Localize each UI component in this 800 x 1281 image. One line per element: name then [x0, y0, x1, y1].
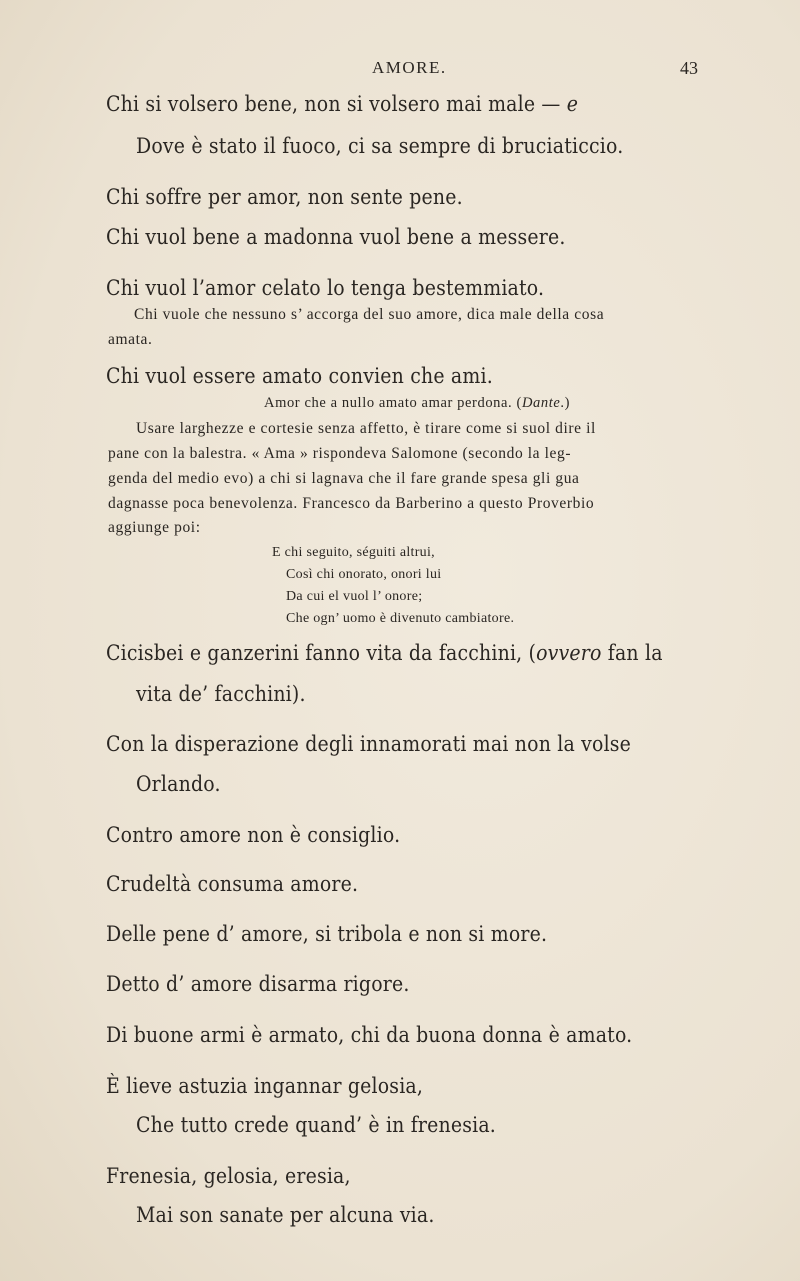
citation-text: .) [560, 395, 571, 411]
proverb-line: Crudeltà consuma amore. [106, 872, 359, 897]
commentary-line: aggiunge poi: [108, 519, 201, 536]
quote-line: Che ogn’ uomo è divenuto cambiatore. [286, 611, 515, 626]
proverb-line: Dove è stato il fuoco, ci sa sempre di bruciaticcio. [136, 134, 624, 159]
citation-line [264, 395, 570, 412]
commentary-line: genda del medio evo) a chi si lagnava che il fare grande spesa gli gua [108, 470, 580, 487]
proverb-line: Detto d’ amore disarma rigore. [106, 972, 410, 997]
commentary-line: Usare larghezze e cortesie senza affetto, è tirare come si suol dire il [136, 420, 596, 437]
citation-author: Dante [521, 395, 561, 411]
proverb-line: Che tutto crede quand’ è in frenesia. [136, 1113, 496, 1138]
page-header [0, 58, 800, 82]
proverb-text: Cicisbei e ganzerini fanno vita da facchini, ( [106, 641, 537, 666]
proverb-italic-text: e [566, 92, 579, 117]
quote-line: E chi seguito, séguiti altrui, [272, 545, 435, 560]
proverb-line: Contro amore non è consiglio. [106, 823, 401, 848]
quote-line: Così chi onorato, onori lui [286, 567, 442, 582]
proverb-line: Chi vuol essere amato convien che ami. [106, 364, 493, 389]
proverb-line: È lieve astuzia ingannar gelosia, [106, 1074, 424, 1099]
proverb-line: Chi vuol bene a madonna vuol bene a messere. [106, 225, 566, 250]
commentary-line: pane con la balestra. « Ama » rispondeva Salomone (secondo la leg- [108, 445, 572, 462]
proverb-line [106, 92, 578, 117]
proverb-text: fan la [607, 641, 663, 666]
commentary-line: Chi vuole che nessuno s’ accorga del suo amore, dica male della cosa [134, 306, 605, 323]
proverb-line: Frenesia, gelosia, eresia, [106, 1164, 351, 1189]
proverb-line: vita de’ facchini). [136, 682, 306, 707]
commentary-line: dagnasse poca benevolenza. Francesco da Barberino a questo Proverbio [108, 495, 595, 512]
proverb-line: Chi vuol l’amor celato lo tenga bestemmiato. [106, 276, 545, 301]
proverb-line: Chi soffre per amor, non sente pene. [106, 185, 463, 210]
proverb-line: Orlando. [136, 772, 221, 797]
page-number: 43 [680, 58, 698, 78]
proverb-line: Con la disperazione degli innamorati mai non la volse [106, 732, 632, 757]
proverb-line: Di buone armi è armato, chi da buona donna è amato. [106, 1023, 633, 1048]
proverb-italic-text: ovvero [536, 641, 602, 666]
proverb-line: Mai son sanate per alcuna via. [136, 1203, 435, 1228]
running-title: AMORE. [372, 58, 447, 77]
commentary-line: amata. [108, 331, 153, 348]
quote-line: Da cui el vuol l’ onore; [286, 589, 423, 604]
proverb-line: Delle pene d’ amore, si tribola e non si more. [106, 922, 548, 947]
proverb-text: Chi si volsero bene, non si volsero mai male — [106, 92, 561, 117]
proverb-line [106, 641, 663, 666]
citation-text: Amor che a nullo amato amar perdona. ( [264, 395, 522, 411]
